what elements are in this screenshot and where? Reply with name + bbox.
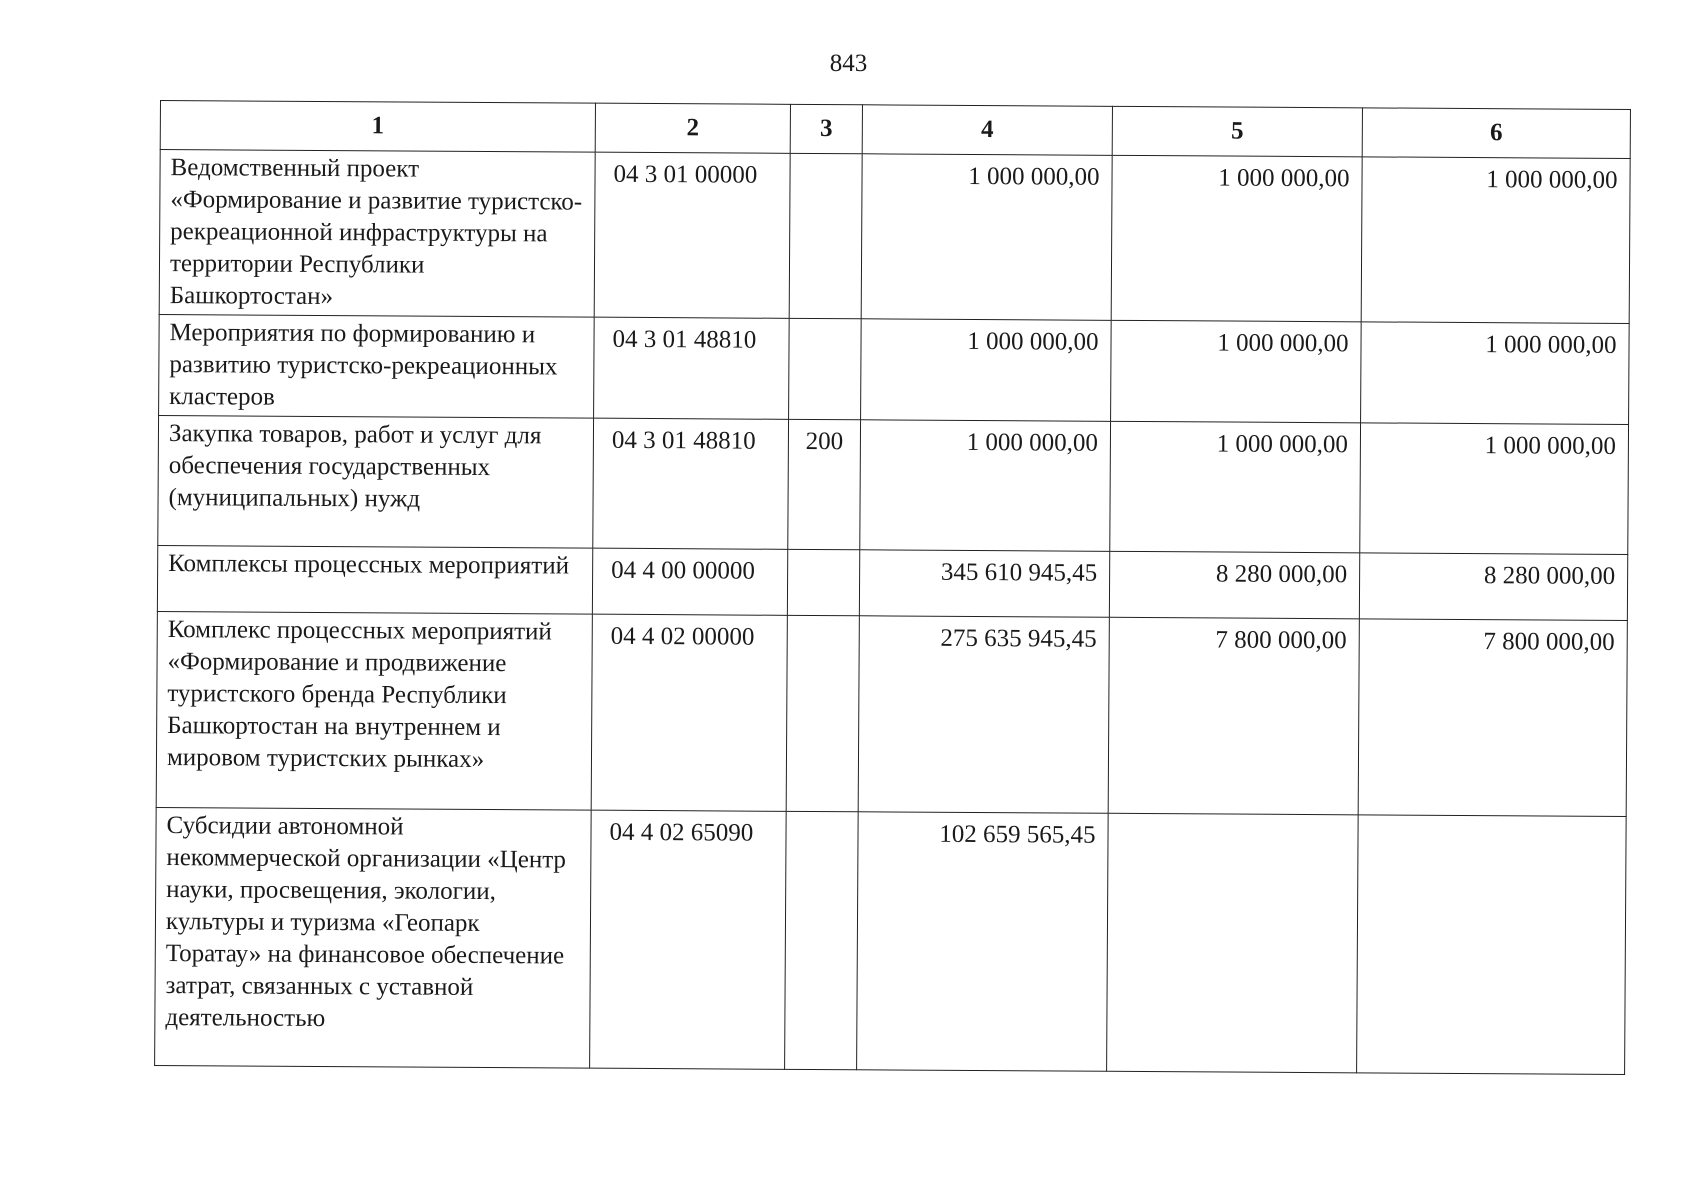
row-value-6-cell: 1 000 000,00 — [1361, 322, 1630, 425]
row-type-cell — [789, 318, 862, 419]
row-value-5-cell — [1107, 813, 1359, 1073]
row-value-6-cell — [1357, 815, 1627, 1075]
row-name-cell: Комплексы процессных мероприятий — [157, 545, 592, 614]
page-number: 843 — [829, 50, 868, 77]
row-value-6-cell: 1 000 000,00 — [1361, 157, 1630, 324]
row-code-cell: 04 3 01 48810 — [594, 317, 790, 419]
row-name-cell: Ведомственный проект «Формирование и развитие туристско-рекреационной инфраструктуры на территории Республики Башкортостан» — [159, 150, 595, 318]
row-code-cell: 04 3 01 00000 — [594, 152, 790, 318]
table-header-row — [160, 101, 1630, 159]
row-type-cell — [786, 615, 859, 811]
row-code-cell: 04 3 01 48810 — [593, 418, 789, 549]
table-row — [159, 150, 1630, 324]
row-code-cell: 04 4 00 00000 — [592, 548, 787, 615]
row-value-6-cell: 8 280 000,00 — [1359, 553, 1627, 621]
row-value-4-cell: 102 659 565,45 — [857, 812, 1109, 1072]
row-name-cell: Мероприятия по формированию и развитию туристско-рекреационных кластеров — [159, 314, 595, 418]
table-row — [158, 415, 1629, 554]
row-value-4-cell: 1 000 000,00 — [861, 319, 1112, 422]
column-header: 2 — [595, 103, 790, 153]
row-value-4-cell: 1 000 000,00 — [861, 154, 1112, 321]
row-value-5-cell: 1 000 000,00 — [1111, 155, 1362, 322]
row-value-5-cell: 1 000 000,00 — [1110, 421, 1361, 553]
row-type-cell — [789, 153, 862, 318]
row-type-cell — [785, 811, 859, 1069]
row-value-4-cell: 1 000 000,00 — [860, 420, 1111, 552]
table-row — [156, 611, 1627, 816]
row-value-4-cell: 345 610 945,45 — [859, 550, 1109, 618]
row-name-cell: Комплекс процессных мероприятий «Формирование и продвижение туристского бренда Республики Башкортостан на внутреннем и мировом туристских рынках» — [156, 611, 592, 810]
column-header: 3 — [790, 104, 862, 153]
row-code-cell: 04 4 02 65090 — [590, 810, 787, 1069]
column-header: 4 — [862, 105, 1112, 156]
row-value-5-cell: 1 000 000,00 — [1111, 320, 1362, 423]
column-header: 6 — [1362, 108, 1630, 159]
table-row — [157, 545, 1627, 620]
row-name-cell: Субсидии автономной некоммерческой организации «Центр науки, просвещения, экологии, культуры и туризма «Геопарк Торатау» на финансовое обеспечение затрат, связанных с уставной деятельностью — [155, 807, 592, 1068]
row-value-6-cell: 1 000 000,00 — [1360, 423, 1629, 555]
row-value-6-cell: 7 800 000,00 — [1358, 619, 1627, 817]
table-row — [155, 807, 1627, 1074]
row-type-cell: 200 — [788, 419, 861, 549]
budget-table — [154, 100, 1631, 1075]
row-code-cell: 04 4 02 00000 — [591, 614, 787, 811]
column-header: 5 — [1112, 106, 1362, 157]
row-value-5-cell: 7 800 000,00 — [1108, 617, 1359, 815]
table-row — [159, 314, 1630, 424]
row-value-5-cell: 8 280 000,00 — [1109, 551, 1359, 619]
row-type-cell — [787, 549, 859, 615]
column-header: 1 — [160, 101, 595, 153]
row-value-4-cell: 275 635 945,45 — [858, 616, 1109, 814]
row-name-cell: Закупка товаров, работ и услуг для обеспечения государственных (муниципальных) нужд — [158, 415, 594, 548]
